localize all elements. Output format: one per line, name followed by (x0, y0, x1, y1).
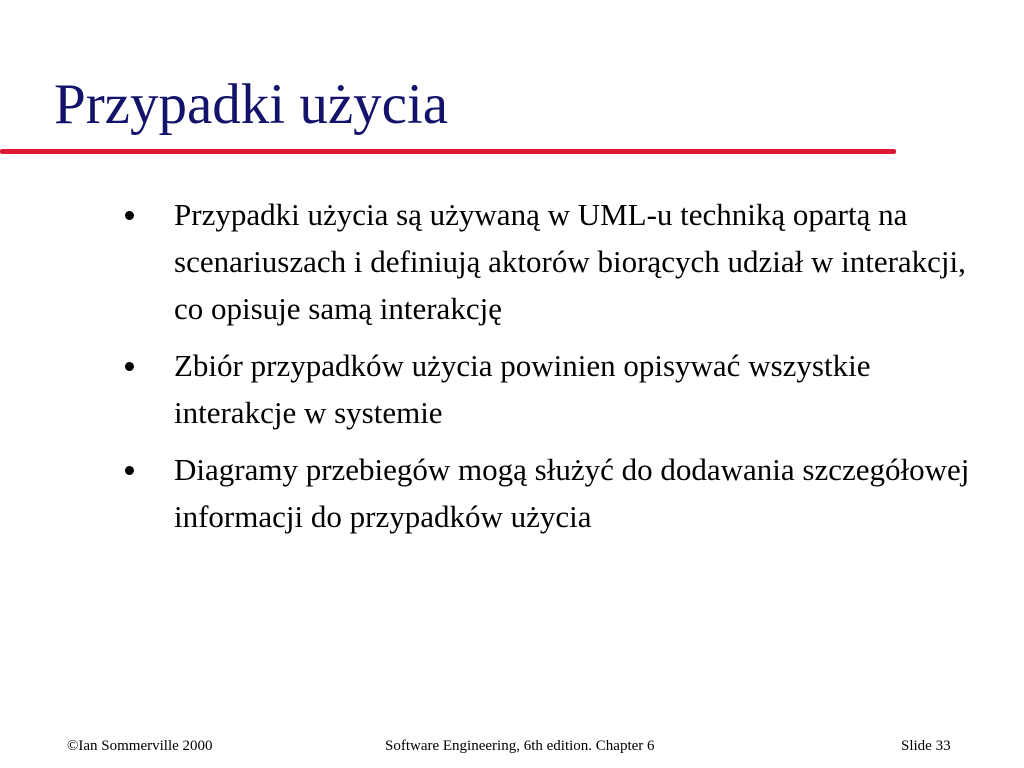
bullet-dot-icon (125, 211, 134, 220)
footer-copyright: ©Ian Sommerville 2000 (67, 738, 213, 754)
footer-book-title: Software Engineering, 6th edition. Chapter 6 (385, 738, 655, 754)
bullet-text: Diagramy przebiegów mogą służyć do dodawania szczegółowej informacji do przypadków użycia (174, 452, 970, 534)
bullet-dot-icon (125, 466, 134, 475)
bullet-item (0, 342, 984, 436)
bullet-list (0, 191, 1024, 550)
bullet-text: Zbiór przypadków użycia powinien opisywać wszystkie interakcje w systemie (174, 348, 871, 430)
bullet-item (0, 191, 984, 332)
footer-slide-number: Slide 33 (901, 738, 951, 754)
title-underline (0, 149, 896, 154)
bullet-item (0, 446, 984, 540)
slide-title: Przypadki użycia (54, 73, 449, 136)
bullet-text: Przypadki użycia są używaną w UML-u techniką opartą na scenariuszach i definiują aktorów biorących udział w interakcji, co opisuje samą interakcję (174, 197, 966, 326)
bullet-dot-icon (125, 362, 134, 371)
